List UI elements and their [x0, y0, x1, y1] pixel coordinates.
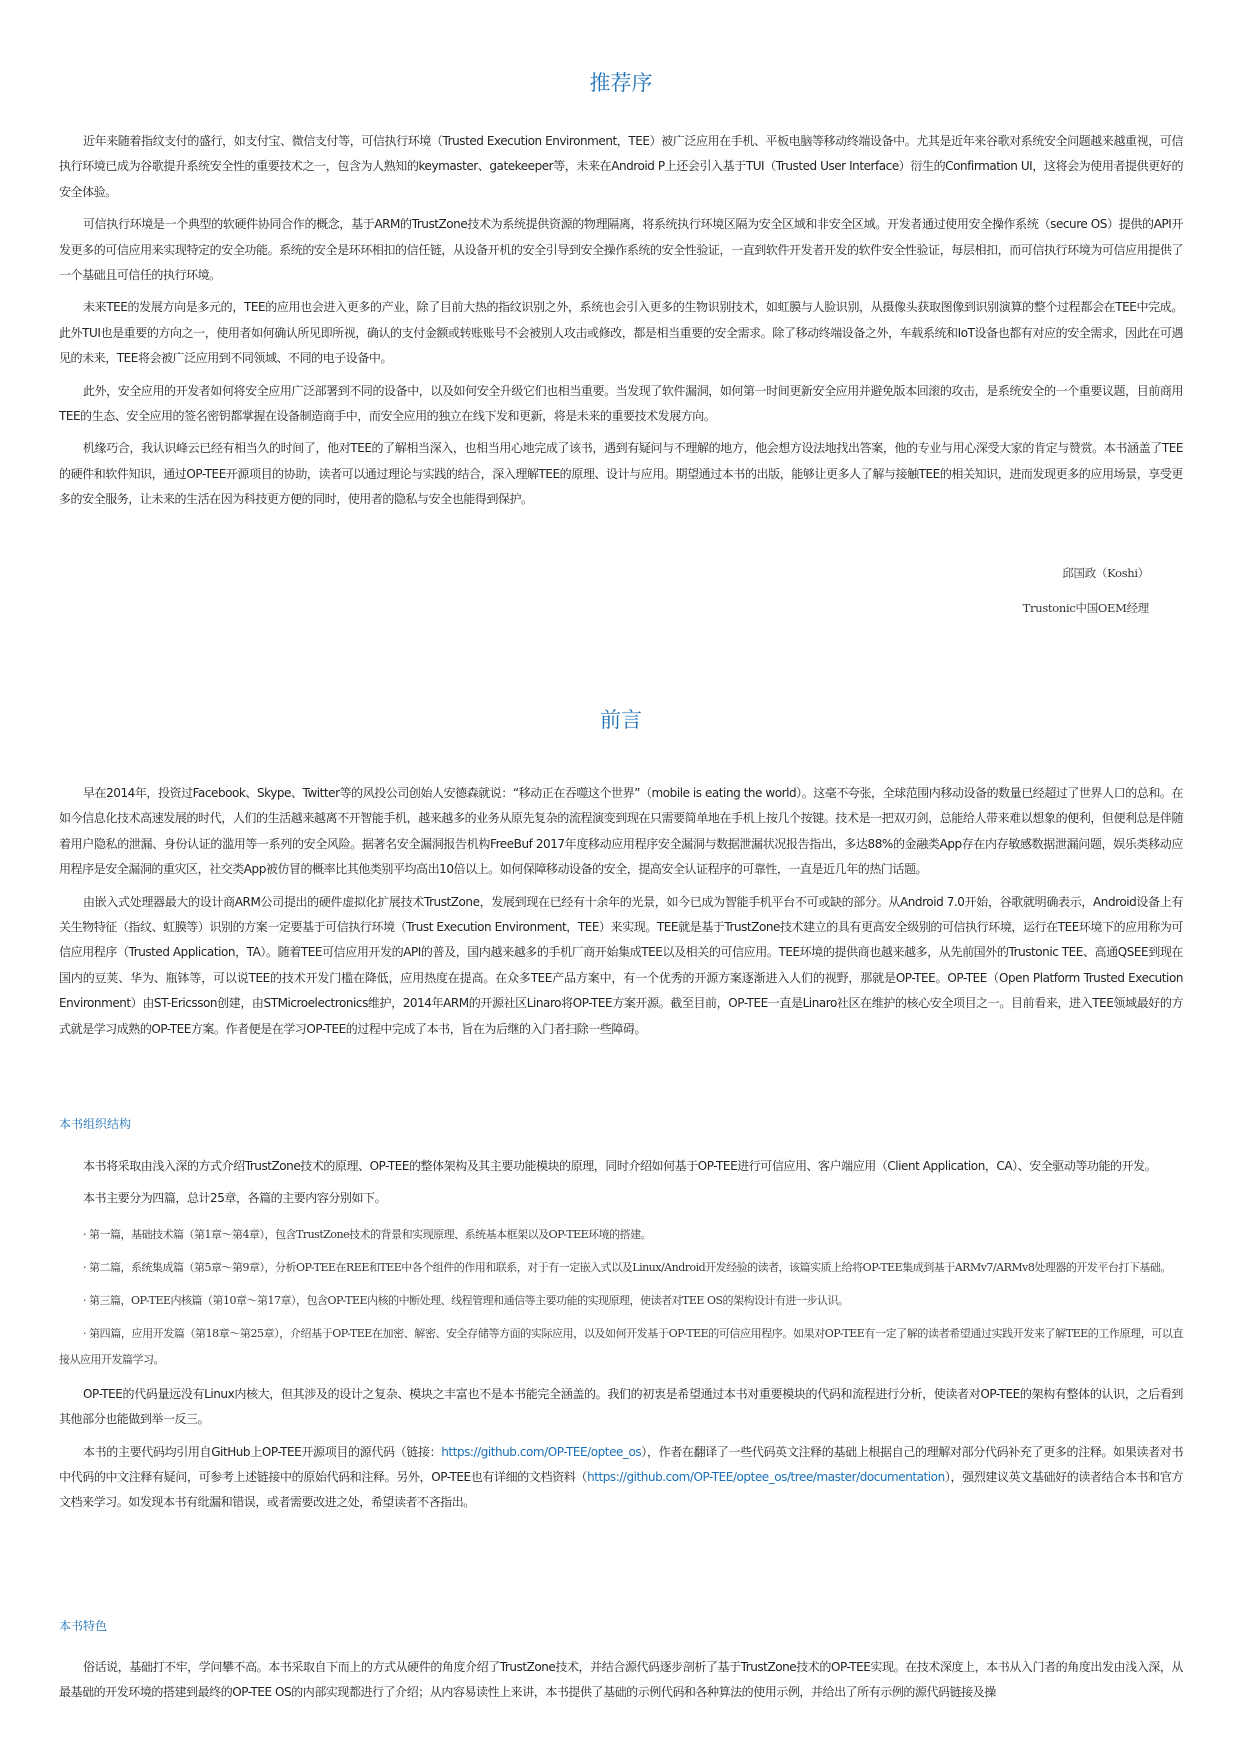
preface-paragraph-4: 此外，安全应用的开发者如何将安全应用广泛部署到不同的设备中，以及如何安全升级它们也相当重要。当发现了软件漏洞，如何第一时间更新安全应用并避免版本回滚的攻击，是系统安全的一个重要议题，目前商用TEE的生态、安全应用的签名密钥都掌握在设备制造商手中，而安全应用的独立在线下发和更新，将是未来的重要技术发展方向。 — [59, 383, 1183, 424]
source-code-paragraph — [59, 1440, 1183, 1516]
preface-title: 推荐序 — [589, 71, 653, 95]
features-paragraph: 俗话说，基础打不牢，学问攀不高。本书采取自下而上的方式从硬件的角度介绍了TrustZone技术，并结合源代码逐步剖析了基于TrustZone技术的OP-TEE实现。在技术深度上，本书从入门者的角度出发由浅入深，从最基础的开发环境的搭建到最终的OP-TEE OS的内部实现都进行了介绍；从内容易读性上来讲，本书提供了基础的示例代码和各种算法的使用示例，并给出了所有示例的源代码链接及操 — [59, 1660, 1183, 1700]
list-item-part-1: · 第一篇，基础技术篇（第1章～第4章），包含TrustZone技术的背景和实现原理、系统基本框架以及OP-TEE环境的搭建。 — [83, 1227, 652, 1241]
foreword-paragraph-1: 早在2014年，投资过Facebook、Skype、Twitter等的风投公司创始人安德森就说：“移动正在吞噬这个世界”（mobile is eating the world）。这毫不夸张，全球范围内移动设备的数量已经超过了世界人口的总和。在如今信息化技术高速发展的时代，人们的生活越来越离不开智能手机，越来越多的业务从原先复杂的流程演变到现在只需要简单地在手机上按几个按键。技术是一把双刃剑，总能给人带来难以想象的便利，但便利总是伴随着用户隐私的泄漏、身份认证的滥用等一系列的安全风险。据著名安全漏洞报告机构FreeBuf 2017年度移动应用程序安全漏洞与数据泄漏状况报告指出，多达88%的金融类App存在内存敏感数据泄漏问题，娱乐类移动应用程序是安全漏洞的重灾区，社交类App被仿冒的概率比其他类别平均高出10倍以上。如何保障移动设备的安全，提高安全认证程序的可靠性，一直是近几年的热门话题。 — [59, 786, 1183, 877]
optee-os-link[interactable]: https://github.com/OP-TEE/optee_os — [441, 1444, 642, 1459]
source-text-before: 本书的主要代码均引用自GitHub上OP-TEE开源项目的源代码（链接： — [83, 1444, 442, 1459]
features-body — [59, 1655, 1183, 1706]
list-item-part-3: · 第三篇，OP-TEE内核篇（第10章～第17章），包含OP-TEE内核的中断处理、线程管理和通信等主要功能的实现原理，使读者对TEE OS的架构设计有进一步认识。 — [83, 1293, 849, 1307]
code-scope-paragraph: OP-TEE的代码量远没有Linux内核大，但其涉及的设计之复杂、模块之丰富也不是本书能完全涵盖的。我们的初衷是希望通过本书对重要模块的代码和流程进行分析，使读者对OP-TEE的架构有整体的认识，之后看到其他部分也能做到举一反三。 — [59, 1386, 1183, 1427]
preface-paragraph-1: 近年来随着指纹支付的盛行，如支付宝、微信支付等，可信执行环境（Trusted Execution Environment，TEE）被广泛应用在手机、平板电脑等移动终端设备中。尤其是近年来谷歌对系统安全问题越来越重视，可信执行环境已成为谷歌提升系统安全性的重要技术之一，包含为人熟知的keymaster、gatekeeper等，未来在Android P上还会引入基于TUI（Trusted User Interface）衍生的Confirmation UI，这将会为使用者提供更好的安全体验。 — [59, 134, 1183, 199]
list-item-part-4: · 第四篇，应用开发篇（第18章～第25章），介绍基于OP-TEE在加密、解密、安全存储等方面的实际应用，以及如何开发基于OP-TEE的可信应用程序。如果对OP-TEE有一定了解的读者希望通过实践开发来了解TEE的工作原理，可以直接从应用开发篇学习。 — [59, 1326, 1183, 1366]
structure-paragraph-2: 本书主要分为四篇，总计25章，各篇的主要内容分别如下。 — [83, 1191, 387, 1206]
structure-body — [59, 1154, 1183, 1516]
source-text-middle: ），作者在翻译了一些代码英文注释的基础上根据自己的理解对部分代码补充了更多的注释。如果读者对书中代码的中文注释有疑问，可参考上述链接中的原始代码和注释。另外，OP-TEE也有详细的文档资料（ — [59, 1444, 1184, 1485]
structure-paragraph-1: 本书将采取由浅入深的方式介绍TrustZone技术的原理、OP-TEE的整体架构及其主要功能模块的原理，同时介绍如何基于OP-TEE进行可信应用、客户端应用（Client Application，CA）、安全驱动等功能的开发。 — [83, 1159, 1157, 1173]
preface-paragraph-5: 机缘巧合，我认识峰云已经有相当久的时间了，他对TEE的了解相当深入，也相当用心地完成了该书，遇到有疑问与不理解的地方，他会想方设法地找出答案，他的专业与用心深受大家的肯定与赞赏。本书涵盖了TEE的硬件和软件知识，通过OP-TEE开源项目的协助，读者可以通过理论与实践的结合，深入理解TEE的原理、设计与应用。期望通过本书的出版，能够让更多人了解与接触TEE的相关知识，进而发现更多的应用场景，享受更多的安全服务，让未来的生活在因为科技更方便的同时，使用者的隐私与安全也能得到保护。 — [59, 441, 1183, 507]
list-item-part-2: · 第二篇，系统集成篇（第5章～第9章），分析OP-TEE在REE和TEE中各个组件的作用和联系，对于有一定嵌入式以及Linux/Android开发经验的读者，该篇实质上给将OP-TEE集成到基于ARMv7/ARMv8处理器的开发平台打下基础。 — [83, 1260, 1171, 1274]
foreword-title: 前言 — [600, 708, 642, 732]
source-text-after: ），强烈建议英文基础好的读者结合本书和官方文档来学习。如发现本书有纰漏和错误，或者需要改进之处，希望读者不吝指出。 — [59, 1470, 1183, 1510]
subheading-book-features: 本书特色 — [59, 1619, 108, 1633]
preface-signature-name: 邱国政（Koshi） — [1062, 566, 1149, 580]
optee-docs-link[interactable]: https://github.com/OP-TEE/optee_os/tree/master/documentation — [587, 1470, 945, 1485]
foreword-intro — [59, 781, 1183, 1042]
preface-paragraph-3: 未来TEE的发展方向是多元的，TEE的应用也会进入更多的产业，除了目前大热的指纹识别之外，系统也会引入更多的生物识别技术，如虹膜与人脸识别，从摄像头获取图像到识别演算的整个过程都会在TEE中完成。此外TUI也是重要的方向之一，使用者如何确认所见即所视，确认的支付金额或转账账号不会被别人攻击或修改，都是相当重要的安全需求。除了移动终端设备之外，车载系统和IoT设备也都有对应的安全需求，因此在可遇见的未来，TEE将会被广泛应用到不同领域、不同的电子设备中。 — [59, 300, 1183, 366]
foreword-paragraph-2: 由嵌入式处理器最大的设计商ARM公司提出的硬件虚拟化扩展技术TrustZone，发展到现在已经有十余年的光景，如今已成为智能手机平台不可或缺的部分。从Android 7.0开始，谷歌就明确表示，Android设备上有关生物特征（指纹、虹膜等）识别的方案一定要基于可信执行环境（Trust Execution Environment，TEE）来实现。TEE就是基于TrustZone技术建立的具有更高安全级别的可信执行环境，运行在TEE环境下的应用称为可信应用程序（Trusted Application，TA）。随着TEE可信应用开发的API的普及，国内越来越多的手机厂商开始集成TEE以及相关的可信应用。TEE环境的提供商也越来越多，从先前国外的Trustonic TEE、高通QSEE到现在国内的豆荚、华为、瓶钵等，可以说TEE的技术开发门槛在降低，应用热度在提高。在众多TEE产品方案中，有一个优秀的开源方案逐渐进入人们的视野，那就是OP-TEE。OP-TEE（Open Platform Trusted Execution Environment）由ST-Ericsson创建，由STMicroelectronics维护，2014年ARM的开源社区Linaro将OP-TEE方案开源。截至目前，OP-TEE一直是Linaro社区在维护的核心安全项目之一。目前看来，进入TEE领域最好的方式就是学习成熟的OP-TEE方案。作者便是在学习OP-TEE的过程中完成了本书，旨在为后继的入门者扫除一些障碍。 — [59, 894, 1183, 1036]
preface-paragraph-2: 可信执行环境是一个典型的软硬件协同合作的概念，基于ARM的TrustZone技术为系统提供资源的物理隔离，将系统执行环境区隔为安全区域和非安全区域。开发者通过使用安全操作系统（secure OS）提供的API开发更多的可信应用来实现特定的安全功能。系统的安全是环环相扣的信任链，从设备开机的安全引导到安全操作系统的安全性验证，一直到软件开发者开发的软件安全性验证，每层相扣，而可信执行环境为可信应用提供了一个基础且可信任的执行环境。 — [59, 217, 1183, 283]
preface-body — [59, 129, 1183, 513]
subheading-book-structure: 本书组织结构 — [59, 1117, 132, 1131]
preface-signature-role: Trustonic中国OEM经理 — [1022, 601, 1149, 615]
